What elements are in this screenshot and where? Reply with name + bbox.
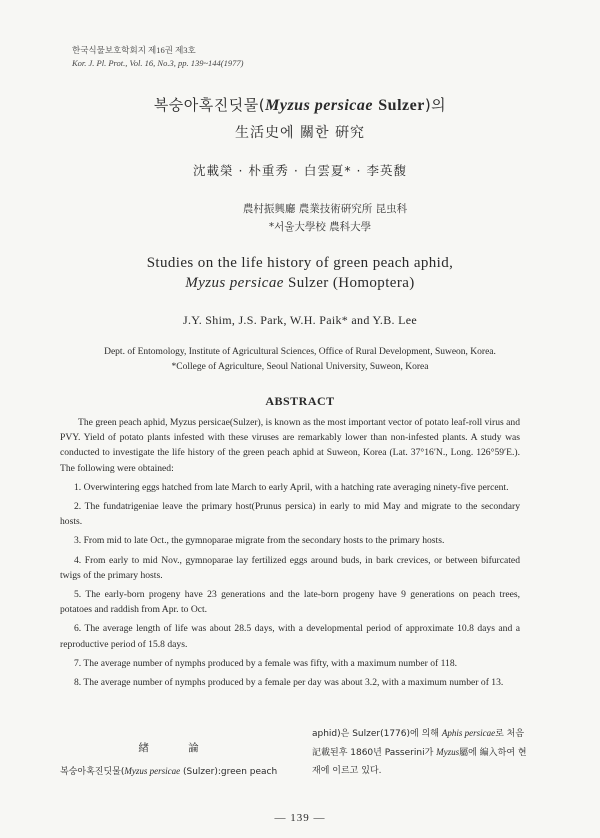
- abstract-body: [60, 415, 520, 694]
- title-english-line1: Studies on the life history of green peach aphid,: [146, 255, 454, 271]
- journal-header: [72, 44, 243, 70]
- introduction-line: 재에 이르고 있다.: [312, 766, 382, 776]
- title-korean-line2: 生活史에 關한 硏究: [235, 125, 365, 141]
- affiliation-english-1: Dept. of Entomology, Institute of Agricultural Sciences, Office of Rural Development, Suweon, Korea.: [104, 347, 496, 357]
- abstract-item: 4. From early to mid Nov., gymnoparae lay fertilized eggs around buds, in bark crevices, or between bifurcated twigs of the primary hosts.: [60, 554, 520, 581]
- institution-korean-2: *서울大學校 農科大學: [268, 221, 372, 233]
- introduction-heading: 緖 論: [138, 742, 217, 754]
- abstract-item: 3. From mid to late Oct., the gymnoparae migrate from the secondary hosts to the primary hosts.: [74, 535, 445, 547]
- introduction-right-column: [312, 724, 547, 780]
- abstract-item: 2. The fundatrigeniae leave the primary host(Prunus persica) in early to mid May and migrate to the secondary hosts.: [60, 501, 520, 528]
- page-number: — 139 —: [274, 812, 326, 824]
- abstract-heading: ABSTRACT: [265, 394, 335, 408]
- institution-korean-1: 農村振興廳 農業技術硏究所 昆虫科: [242, 203, 408, 215]
- journal-citation-english: Kor. J. Pl. Prot., Vol. 16, No.3, pp. 139~144(1977): [72, 58, 244, 68]
- abstract-item: 7. The average number of nymphs produced by a female was fifty, with a maximum number of 118.: [74, 657, 458, 669]
- introduction-left-column: [60, 724, 295, 777]
- abstract-item: 5. The early-born progeny have 23 generations and the late-born progeny have 9 generations on peach trees, potatoes and raddish from Apr. to Oct.: [60, 589, 520, 616]
- title-species-author: Sulzer: [378, 97, 425, 114]
- title-species-name: Myzus persicae: [265, 97, 373, 114]
- title-english-line2: Myzus persicae Sulzer (Homoptera): [185, 275, 415, 291]
- affiliation-english-2: *College of Agriculture, Seoul National University, Suweon, Korea: [171, 362, 429, 372]
- abstract-item: 1. Overwintering eggs hatched from late March to early April, with a hatching rate averaging ninety-five percent.: [74, 481, 509, 493]
- authors-korean: 沈載榮 · 朴重秀 · 白雲夏* · 李英馥: [192, 163, 407, 178]
- abstract-item: 8. The average number of nymphs produced by a female per day was about 3.2, with a maximum number of 13.: [74, 677, 504, 689]
- title-english-species: Myzus persicae: [185, 275, 284, 291]
- abstract-intro: The green peach aphid, Myzus persicae(Sulzer), is known as the most important vector of potato leaf-roll virus and PVY. Yield of potato plants infested with these viruses are remarkably lower than non-infested plants. A study was conducted to investigate the life history of the green peach aphid at Suweon, Korea (Lat. 37°16′N., Long. 126°59′E.). The following were obtained:: [60, 417, 520, 474]
- introduction-text-left: 복숭아혹진딧물(Myzus persicae (Sulzer):green peach: [60, 766, 278, 777]
- journal-name-korean: 한국식물보호학회지 제16권 제3호: [72, 45, 196, 55]
- introduction-line: aphid)은 Sulzer(1776)에 의해 Aphis persicae로 처음: [312, 728, 525, 739]
- title-korean-line1: 복숭아혹진딧물(Myzus persicae Sulzer)의: [153, 96, 447, 114]
- introduction-line: 記載된후 1860년 Passerini가 Myzus屬에 編入하여 현: [312, 747, 527, 758]
- abstract-item: 6. The average length of life was about 28.5 days, with a developmental period of approximate 10.8 days and a reproductive period of 15.8 days.: [60, 623, 520, 650]
- authors-english: J.Y. Shim, J.S. Park, W.H. Paik* and Y.B. Lee: [183, 313, 417, 327]
